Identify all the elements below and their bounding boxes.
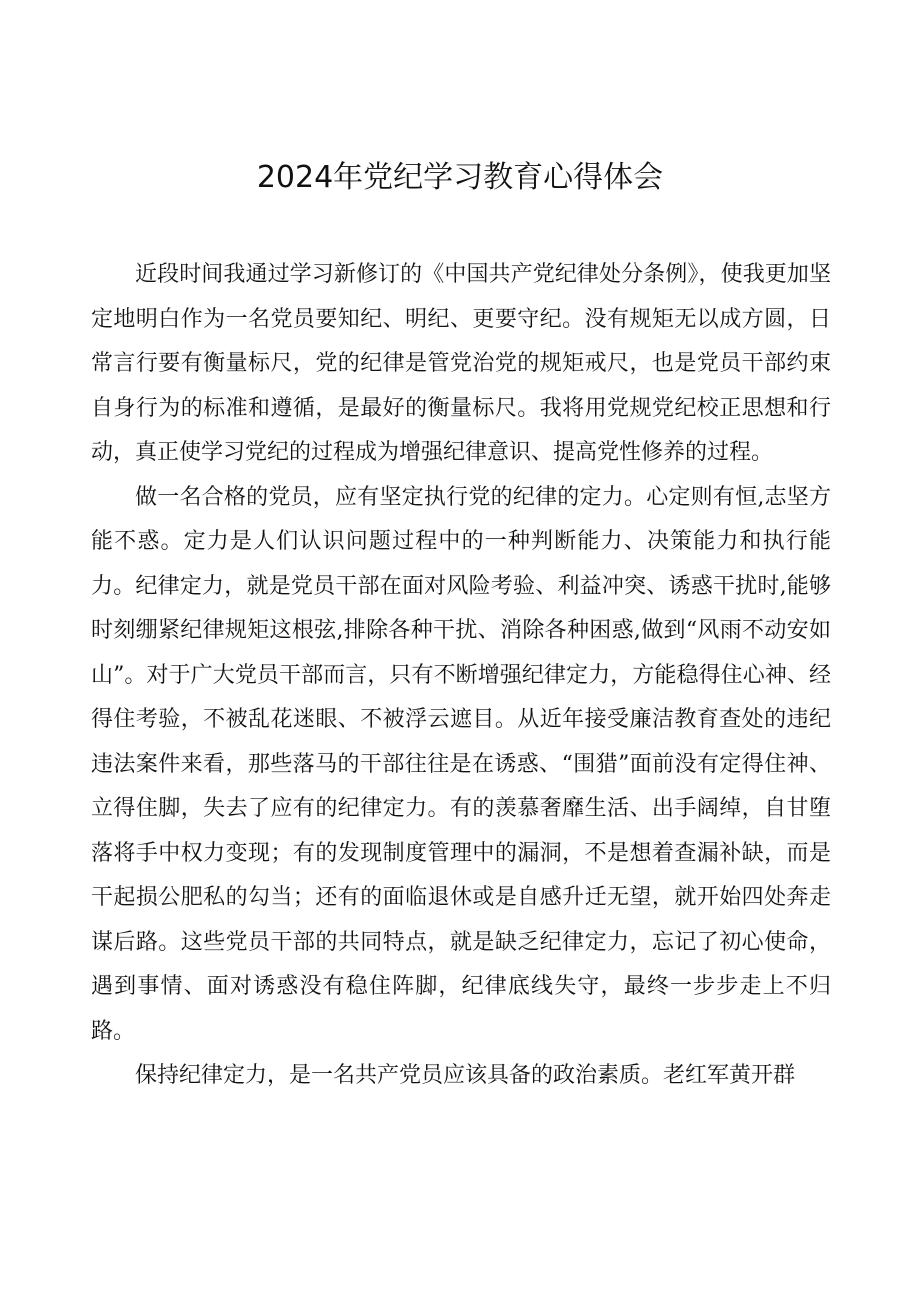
document-title: 2024年党纪学习教育心得体会 <box>256 160 664 195</box>
paragraph-3: 保持纪律定力，是一名共产党员应该具备的政治素质。老红军黄开群 <box>135 1063 796 1088</box>
paragraph-2: 做一名合格的党员，应有坚定执行党的纪律的定力。心定则有恒,志坚方能不惑。定力是人们认识问题过程中的一种判断能力、决策能力和执行能力。纪律定力，就是党员干部在面对风险考验、利益冲突、诱惑干扰时,能够时刻绷紧纪律规矩这根弦,排除各种干扰、消除各种困惑,做到“风雨不动安如山”。对于广大党员干部而言，只有不断增强纪律定力，方能稳得住心神、经得住考验，不被乱花迷眼、不被浮云遮目。从近年接受廉洁教育查处的违纪违法案件来看，那些落马的干部往往是在诱惑、“围猎”面前没有定得住神、立得住脚，失去了应有的纪律定力。有的羡慕奢靡生活、出手阔绰，自甘堕落将手中权力变现；有的发现制度管理中的漏洞，不是想着查漏补缺，而是干起损公肥私的勾当；还有的面临退休或是自感升迁无望，就开始四处奔走谋后路。这些党员干部的共同特点，就是缺乏纪律定力，忘记了初心使命，遇到事情、面对诱惑没有稳住阵脚，纪律底线失守，最终一步步走上不归路。 <box>91 484 831 1044</box>
document-body <box>91 253 831 1099</box>
paragraph-1: 近段时间我通过学习新修订的《中国共产党纪律处分条例》，使我更加坚定地明白作为一名党员要知纪、明纪、更要守纪。没有规矩无以成方圆，日常言行要有衡量标尺，党的纪律是管党治党的规矩戒尺，也是党员干部约束自身行为的标准和遵循，是最好的衡量标尺。我将用党规党纪校正思想和行动，真正使学习党纪的过程成为增强纪律意识、提高党性修养的过程。 <box>91 262 831 465</box>
